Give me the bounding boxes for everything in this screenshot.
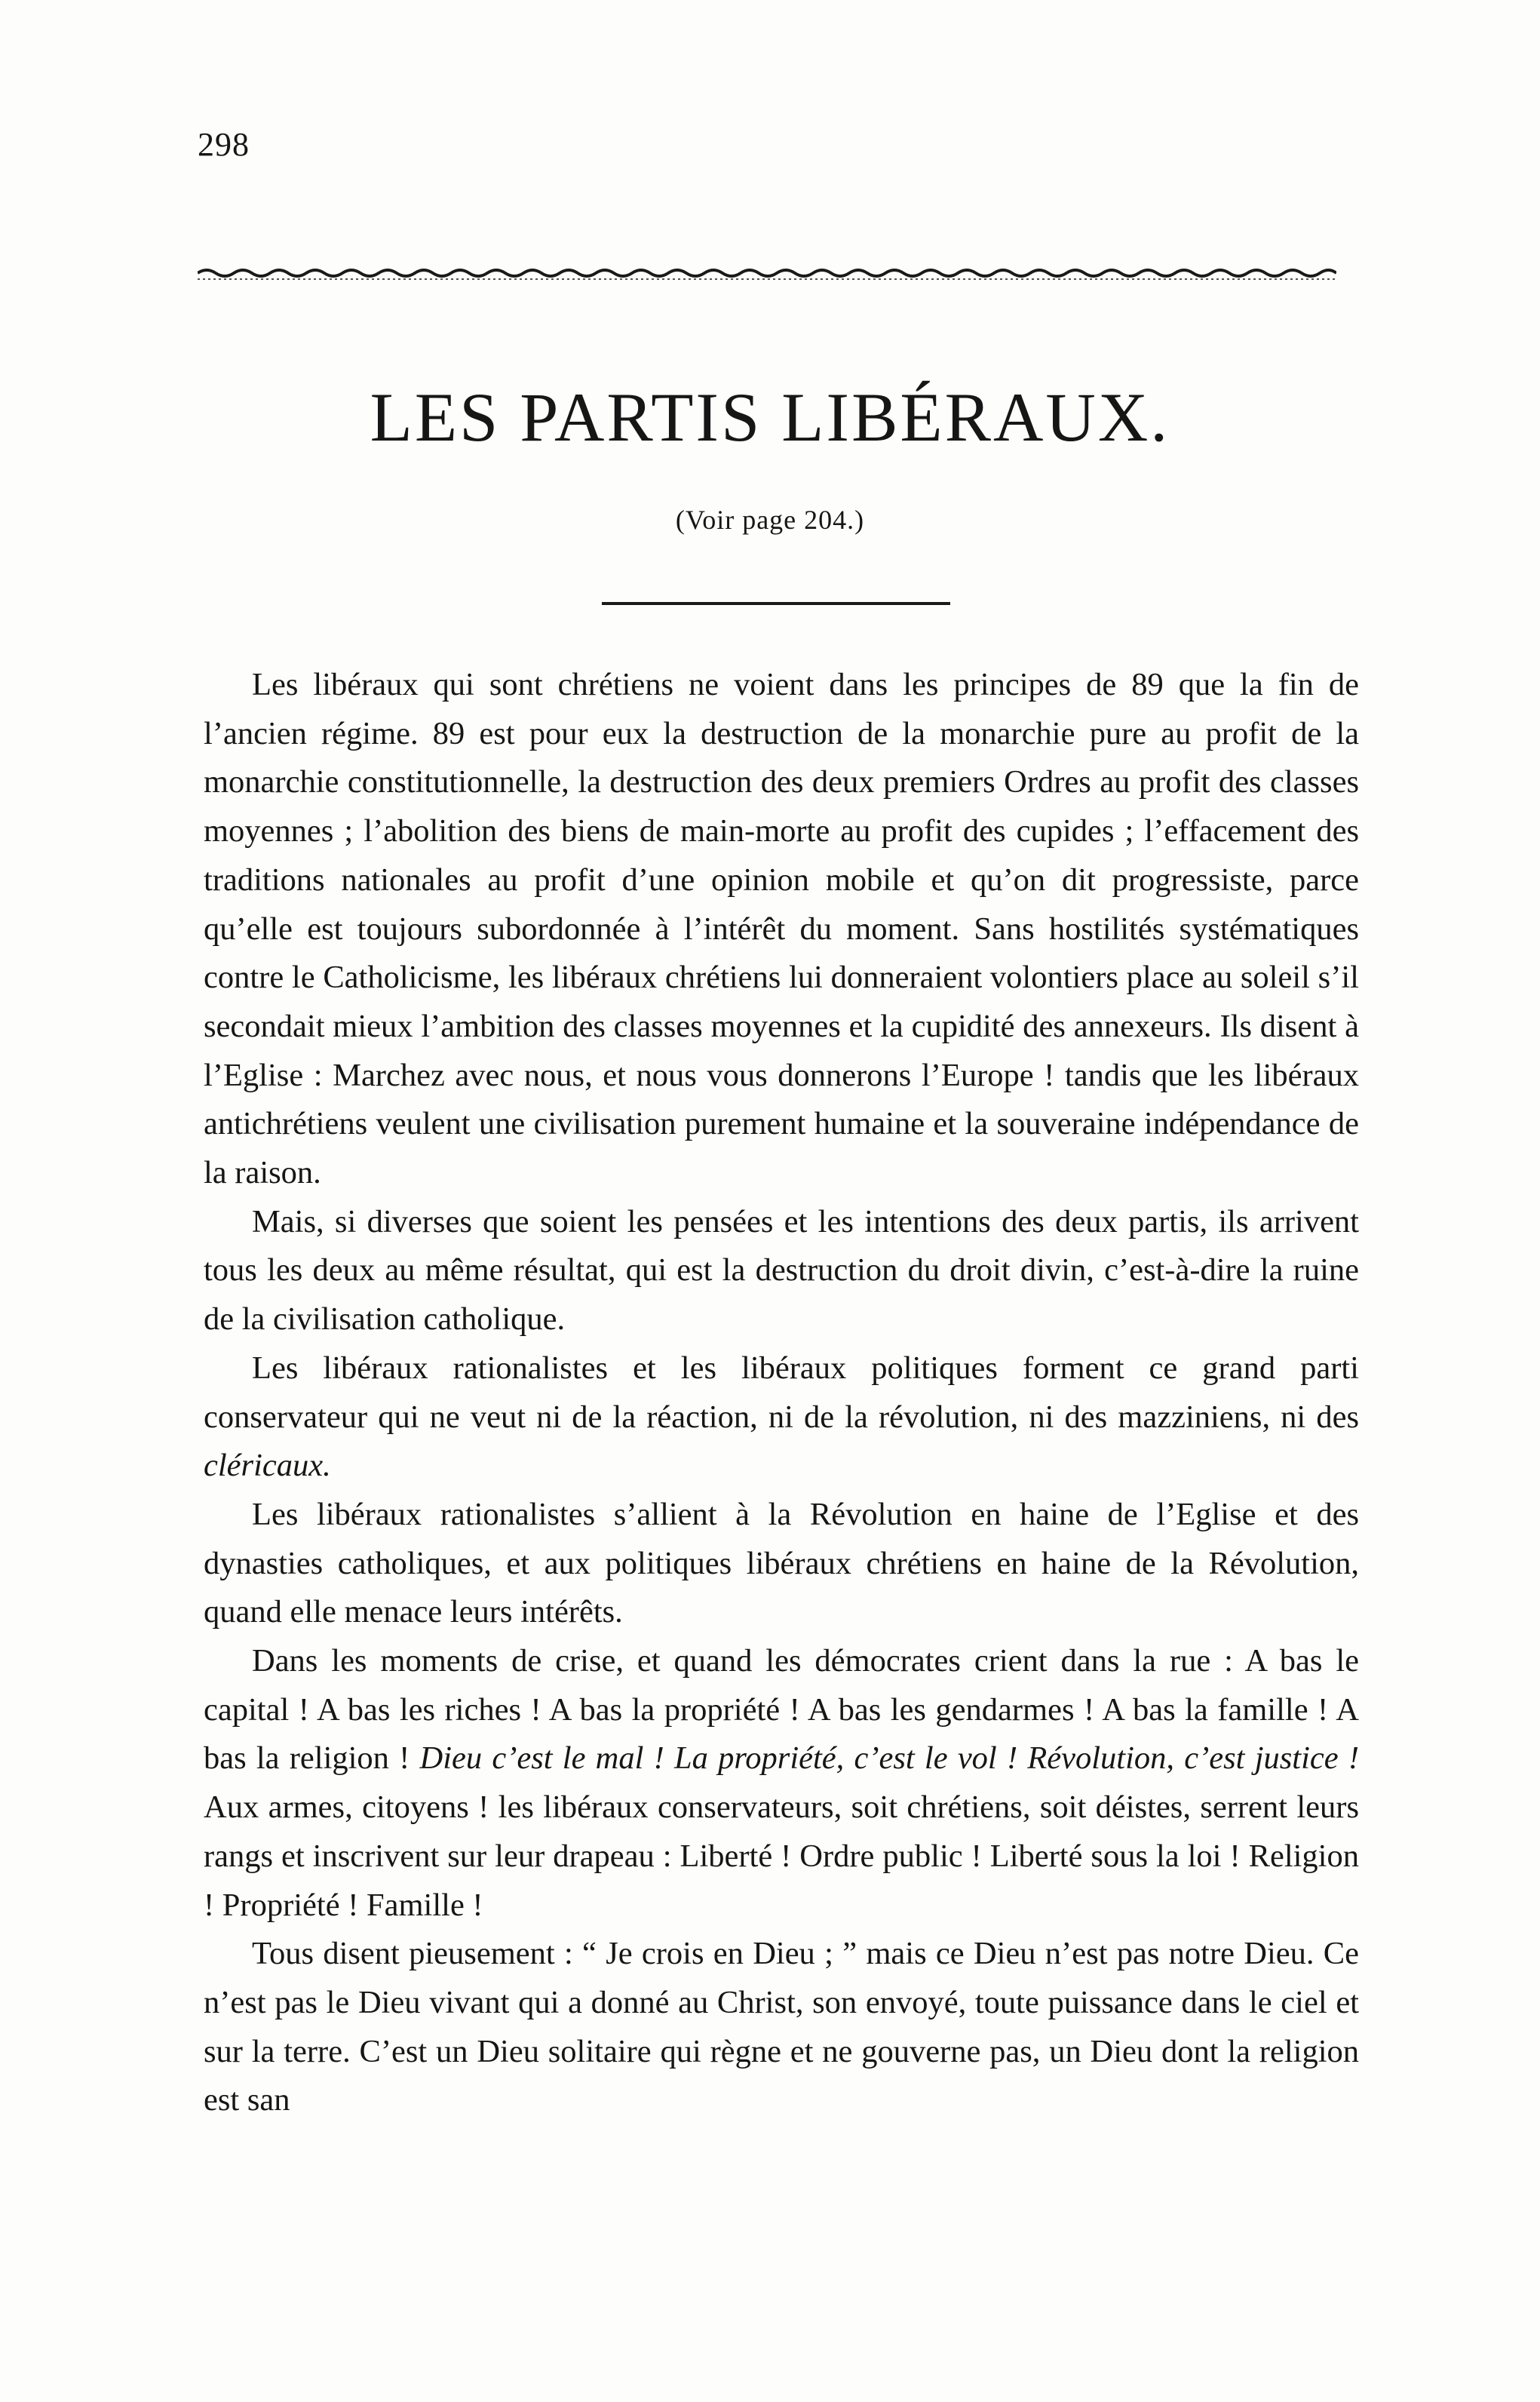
chapter-title: LES PARTIS LIBÉRAUX. — [370, 379, 1170, 456]
page-number: 298 — [198, 126, 250, 163]
paragraph: Tous disent pieusement : “ Je crois en Dieu ; ” mais ce Dieu n’est pas notre Dieu. Ce n’est pas le Dieu vivant qui a donné au Christ, son envoyé, toute puissance dans le ciel et sur la terre. C’est un Dieu solitaire qui règne et ne gouverne pas, un Dieu dont la religion est san — [204, 1936, 1359, 2118]
chapter-subtitle: (Voir page 204.) — [675, 505, 865, 535]
paragraph: Mais, si diverses que soient les pensées et les intentions des deux partis, ils arrivent tous les deux au même résultat, qui est la destruction du droit divin, c’est-à-dire la ruine de la civilisation catholique. — [204, 1203, 1359, 1338]
paragraph: Les libéraux rationalistes et les libéraux politiques forment ce grand parti conservateur qui ne veut ni de la réaction, ni de la révolution, ni des mazziniens, ni des cléricaux. — [204, 1350, 1359, 1484]
decorative-rule-ornament — [198, 261, 1336, 284]
paragraph: Dans les moments de crise, et quand les démocrates crient dans la rue : A bas le capital ! A bas les riches ! A bas la propriété ! A bas les gendarmes ! A bas la famille ! A bas la religion ! Dieu c’est le mal ! La propriété, c’est le vol ! Révolution, c’est justice ! Aux armes, citoyens ! les libéraux conservateurs, soit chrétiens, soit déistes, serrent leurs rangs et inscrivent sur leur drapeau : Liberté ! Ordre public ! Liberté sous la loi ! Religion ! Propriété ! Famille ! — [204, 1643, 1359, 1923]
italic-text: cléricaux. — [204, 1448, 331, 1484]
title-divider — [602, 602, 950, 605]
body-text — [204, 661, 1359, 2125]
paragraph: Les libéraux qui sont chrétiens ne voient dans les principes de 89 que la fin de l’ancien régime. 89 est pour eux la destruction de la monarchie pure au profit de la monarchie constitutionnelle, la destruction des deux premiers Ordres au profit des classes moyennes ; l’abolition des biens de main-morte au profit des cupides ; l’effacement des traditions nationales au profit d’une opinion mobile et qu’on dit progressiste, parce qu’elle est toujours subordonnée à l’intérêt du moment. Sans hostilités systématiques contre le Catholicisme, les libéraux chrétiens lui donneraient volontiers place au soleil s’il secondait mieux l’ambition des classes moyennes et la cupidité des annexeurs. Ils disent à l’Eglise : Marchez avec nous, et nous vous donnerons l’Europe ! tandis que les libéraux antichrétiens veulent une civilisation purement humaine et la souveraine indépendance de la raison. — [204, 667, 1359, 1191]
italic-text: Dieu c’est le mal ! La propriété, c’est le vol ! Révolution, c’est justice ! — [419, 1740, 1359, 1777]
paragraph: Les libéraux rationalistes s’allient à la Révolution en haine de l’Eglise et des dynasties catholiques, et aux politiques libéraux chrétiens en haine de la Révolution, quand elle menace leurs intérêts. — [204, 1496, 1359, 1630]
